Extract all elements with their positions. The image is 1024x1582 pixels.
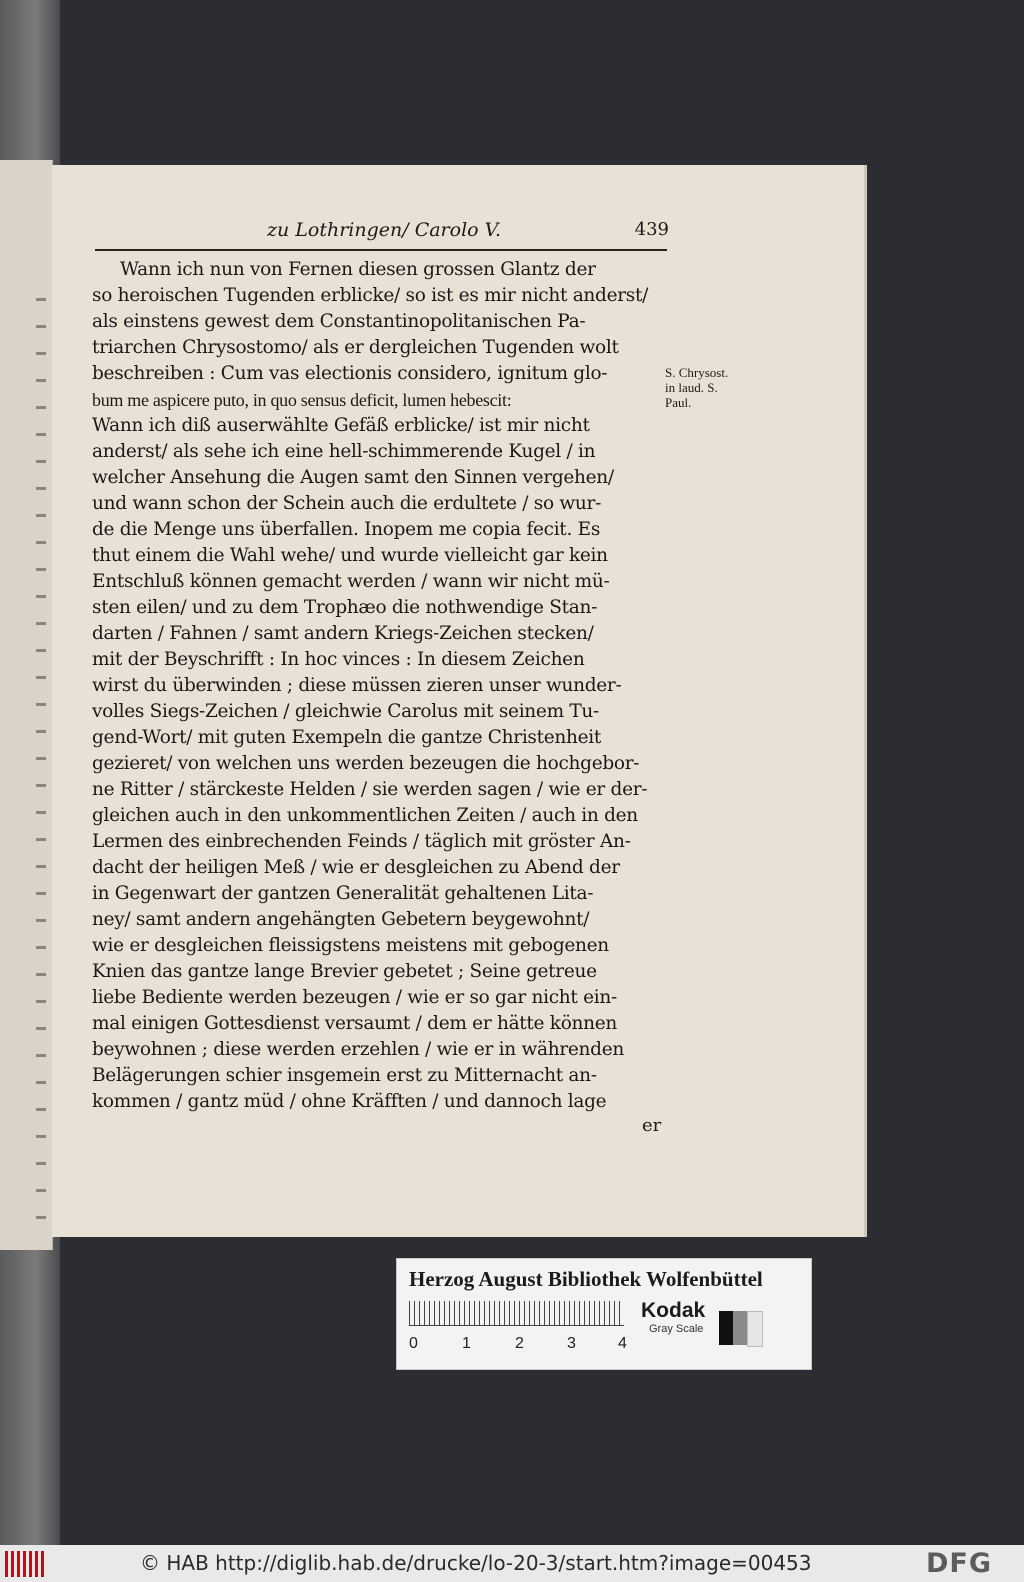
text-line: beschreiben : Cum vas electionis considero, ignitum glo- bbox=[92, 363, 608, 384]
text-line: so heroischen Tugenden erblicke/ so ist es mir nicht anderst/ bbox=[92, 285, 649, 306]
text-line: de die Menge uns überfallen. Inopem me copia fecit. Es bbox=[92, 519, 601, 540]
copyright-link[interactable]: © HAB http://diglib.hab.de/drucke/lo-20-3/start.htm?image=00453 bbox=[140, 1551, 812, 1575]
text-line: Entschluß können gemacht werden / wann wir nicht mü- bbox=[92, 571, 610, 592]
text-line: darten / Fahnen / samt andern Kriegs-Zeichen stecken/ bbox=[92, 623, 594, 644]
text-line: und wann schon der Schein auch die erdultete / so wur- bbox=[92, 493, 602, 514]
text-line: anderst/ als sehe ich eine hell-schimmerende Kugel / in bbox=[92, 441, 596, 462]
ruler-number: 4 bbox=[618, 1335, 627, 1352]
gray-scale-label: Gray Scale bbox=[649, 1323, 704, 1335]
ruler-numbers bbox=[405, 1335, 635, 1355]
gray-swatch-black bbox=[719, 1311, 733, 1345]
text-line: liebe Bediente werden bezeugen / wie er so gar nicht ein- bbox=[92, 987, 617, 1008]
page-header bbox=[267, 217, 727, 245]
book-page bbox=[52, 165, 864, 1237]
running-title: zu Lothringen/ Carolo V. bbox=[267, 219, 502, 241]
margin-note-line: in laud. S. bbox=[665, 380, 718, 395]
text-line: wie er desgleichen fleissigstens meistens mit gebogenen bbox=[92, 935, 609, 956]
gray-swatch-mid bbox=[733, 1311, 747, 1345]
text-line: sten eilen/ und zu dem Trophæo die nothwendige Stan- bbox=[92, 597, 598, 618]
previous-page-edge bbox=[0, 160, 53, 1250]
barcode-icon bbox=[5, 1551, 47, 1577]
dfg-logo: DFG bbox=[926, 1548, 993, 1579]
text-line: Wann ich diß auserwählte Gefäß erblicke/ ist mir nicht bbox=[92, 415, 590, 436]
text-line: mal einigen Gottesdienst versaumt / dem er hätte können bbox=[92, 1013, 618, 1034]
text-line: gleichen auch in den unkommentlichen Zeiten / auch in den bbox=[92, 805, 638, 826]
ruler-number: 1 bbox=[462, 1335, 471, 1352]
footer-bar bbox=[0, 1545, 1024, 1582]
text-line: gend-Wort/ mit guten Exempeln die gantze Christenheit bbox=[92, 727, 602, 748]
text-line: dacht der heiligen Meß / wie er desgleichen zu Abend der bbox=[92, 857, 620, 878]
text-line: triarchen Chrysostomo/ als er dergleichen Tugenden wolt bbox=[92, 337, 619, 358]
library-name: Herzog August Bibliothek Wolfenbüttel bbox=[409, 1267, 763, 1291]
text-line: thut einem die Wahl wehe/ und wurde vielleicht gar kein bbox=[92, 545, 608, 566]
library-label-card bbox=[396, 1258, 812, 1370]
header-rule bbox=[95, 249, 667, 251]
text-line: in Gegenwart der gantzen Generalität gehaltenen Lita- bbox=[92, 883, 594, 904]
gray-swatch-white bbox=[747, 1311, 763, 1347]
page-number: 439 bbox=[634, 219, 669, 240]
text-line: als einstens gewest dem Constantinopolitanischen Pa- bbox=[92, 311, 586, 332]
ruler-number: 2 bbox=[515, 1335, 524, 1352]
text-line: mit der Beyschrifft : In hoc vinces : In diesem Zeichen bbox=[92, 649, 585, 670]
ruler-number: 3 bbox=[567, 1335, 576, 1352]
scale-ruler bbox=[409, 1301, 624, 1326]
margin-note-line: S. Chrysost. bbox=[665, 365, 729, 380]
text-line: welcher Ansehung die Augen samt den Sinnen vergehen/ bbox=[92, 467, 614, 488]
text-line: volles Siegs-Zeichen / gleichwie Carolus mit seinem Tu- bbox=[92, 701, 600, 722]
text-line: Wann ich nun von Fernen diesen grossen Glantz der bbox=[120, 259, 596, 280]
catchword: er bbox=[642, 1115, 662, 1136]
text-line: kommen / gantz müd / ohne Kräfften / und dannoch lage bbox=[92, 1091, 607, 1112]
text-line: Lermen des einbrechenden Feinds / täglich mit gröster An- bbox=[92, 831, 631, 852]
ruler-number: 0 bbox=[409, 1335, 418, 1352]
previous-page-text-edge bbox=[36, 280, 46, 1240]
text-line: Belägerungen schier insgemein erst zu Mitternacht an- bbox=[92, 1065, 597, 1086]
text-line: ne Ritter / stärckeste Helden / sie werden sagen / wie er der- bbox=[92, 779, 648, 800]
margin-note bbox=[665, 365, 775, 410]
text-line: Knien das gantze lange Brevier gebetet ; Seine getreue bbox=[92, 961, 597, 982]
kodak-brand: Kodak bbox=[641, 1299, 706, 1322]
text-line: ney/ samt andern angehängten Gebetern beygewohnt/ bbox=[92, 909, 590, 930]
text-line: beywohnen ; diese werden erzehlen / wie er in währenden bbox=[92, 1039, 624, 1060]
body-text bbox=[92, 257, 672, 1115]
margin-note-line: Paul. bbox=[665, 395, 692, 410]
text-line: bum me aspicere puto, in quo sensus deficit, lumen hebescit: bbox=[92, 390, 512, 410]
text-line: gezieret/ von welchen uns werden bezeugen die hochgebor- bbox=[92, 753, 640, 774]
text-line: wirst du überwinden ; diese müssen zieren unser wunder- bbox=[92, 675, 622, 696]
